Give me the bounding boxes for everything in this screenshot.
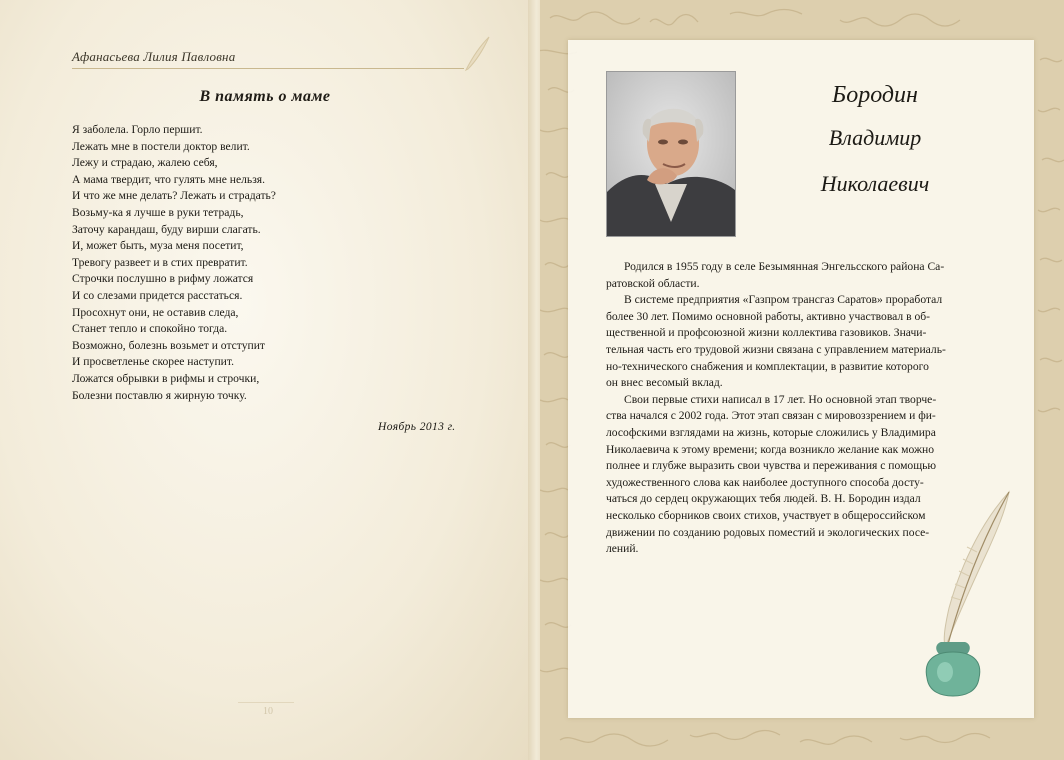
poem-line: И со слезами придется расстаться. [72,288,243,302]
poem-line: Я заболела. Горло першит. [72,123,203,136]
bio-line: В системе предприятия «Газпром трансгаз Саратов» проработал [624,293,943,307]
bio-line: Николаевича к этому времени; когда возникло желание как можно [606,442,934,456]
small-quill-icon [462,34,492,74]
poem-line: И что же мне делать? Лежать и страдать? [72,189,276,203]
bio-line: он внес весомый вклад. [606,376,723,390]
poem-line: Ложатся обрывки в рифмы и строчки, [72,371,260,385]
poem-line: Тревогу развеет и в стих превратит. [72,255,248,269]
poem-title: В память о маме [199,88,331,105]
bio-name-surname: Бородин [832,82,918,108]
poem-line: Болезни поставлю я жирную точку. [72,388,247,402]
bio-line: лософскими взглядами на жизнь, которые сложились у Владимира [606,425,936,439]
bio-line: ратовской области. [606,276,700,290]
poem-line: Просохнут они, не оставив следа, [72,305,239,319]
bio-line: но-технического снабжения и комплектации, в развитие которого [606,359,929,373]
quill-inkwell-icon [905,488,1025,708]
poem-line: Заточу карандаш, буду вирши слагать. [72,222,261,236]
bio-line: тельная часть его трудовой жизни связана с управлением материаль- [606,342,946,356]
page-number: 10 [263,706,273,717]
bio-line: полнее и глубже выразить свои чувства и переживания с помощью [606,459,937,473]
header-divider [72,68,464,69]
bio-line: чаться до сердец окружающих тебя людей. В. Н. Бородин издал [606,492,921,506]
poem-line: Лежу и страдаю, жалею себя, [72,156,218,170]
page-number-divider [238,702,294,703]
bio-line: Свои первые стихи написал в 17 лет. Но основной этап творче- [624,392,937,406]
poem-line: Возможно, болезнь возьмет и отступит [72,338,265,352]
bio-name-first: Владимир [828,125,922,150]
bio-line: несколько сборников своих стихов, участвует в общероссийском [606,508,926,522]
bio-line: лений. [606,542,639,556]
author-header: Афанасьева Лилия Павловна [72,49,236,64]
bio-line: ства начался с 2002 года. Этот этап связан с мировоззрением и фи- [606,409,936,423]
poem-line: А мама твердит, что гулять мне нельзя. [72,172,266,186]
poem-body [72,122,372,404]
bio-line: более 30 лет. Помимо основной работы, активно участвовал в об- [606,309,931,323]
poem-line: И, может быть, муза меня посетит, [72,239,244,253]
bio-line: щественной и профсоюзной жизни коллектива газовиков. Значи- [606,326,927,340]
poem-line: Возьму-ка я лучше в руки тетрадь, [72,205,244,219]
bio-line: Родился в 1955 году в селе Безымянная Энгельсского района Са- [624,260,945,273]
poem-date: Ноябрь 2013 г. [378,421,456,433]
bio-name-patronymic: Николаевич [820,171,930,196]
poem-line: Станет тепло и спокойно тогда. [72,322,228,336]
poem-line: Лежать мне в постели доктор велит. [72,139,250,153]
poem-line: Строчки послушно в рифму ложатся [72,272,254,286]
bio-line: движении по созданию родовых поместий и экологических посе- [606,525,930,539]
poem-line: И просветленье скорее наступит. [72,355,234,369]
author-portrait [606,71,736,237]
bio-line: художественного слова как наиболее доступного способа досту- [606,475,924,489]
